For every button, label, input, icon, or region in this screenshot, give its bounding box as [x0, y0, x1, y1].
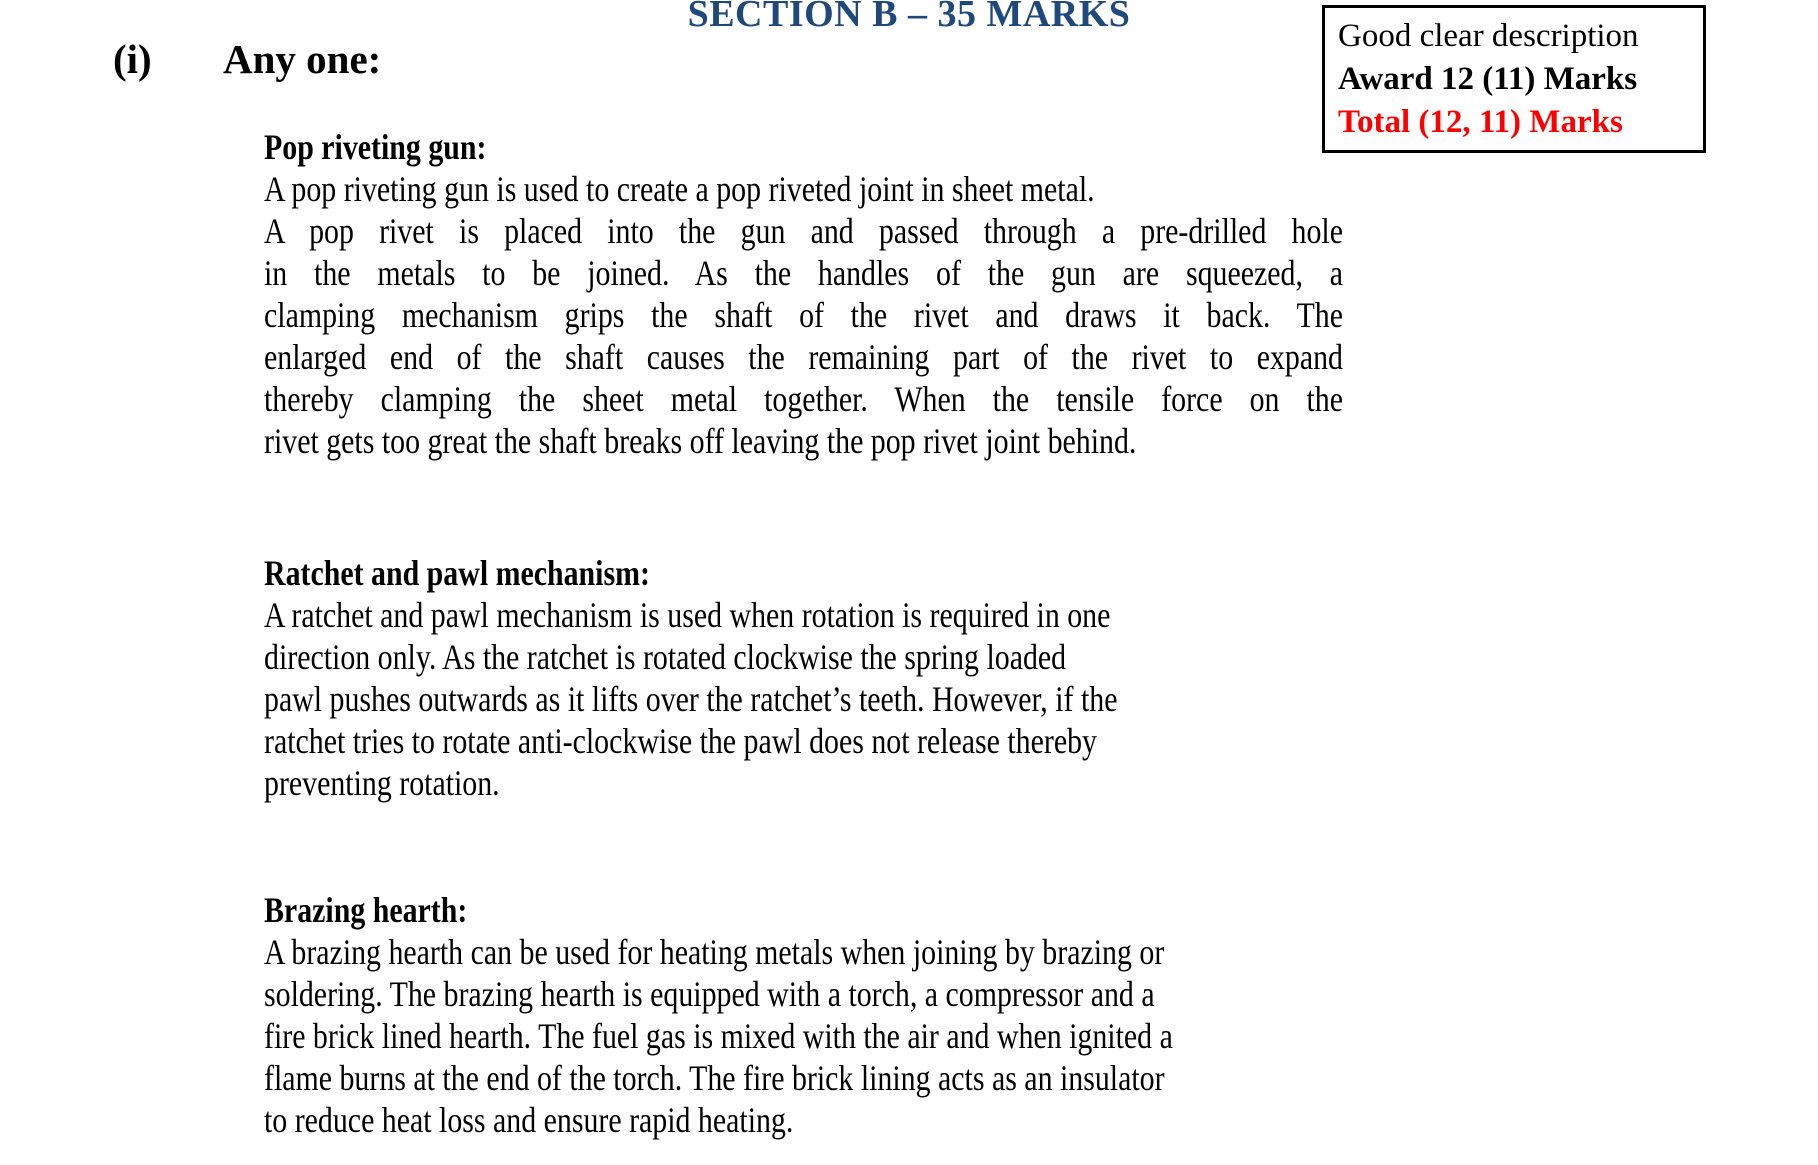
section-ratchet-and-pawl [264, 552, 1343, 804]
text-line: flame burns at the end of the torch. The fire brick lining acts as an insulator [264, 1058, 1165, 1098]
text-line: A brazing hearth can be used for heating metals when joining by brazing or [264, 932, 1165, 972]
marks-box-award: Award 12 (11) Marks [1338, 61, 1638, 97]
text-line: enlarged end of the shaft causes the remaining part of the rivet to expand [264, 337, 1343, 377]
section-pop-riveting-gun [264, 126, 1343, 462]
question-instruction: Any one: [223, 36, 382, 82]
marks-box-total: Total (12, 11) Marks [1338, 104, 1623, 140]
ratchet-and-pawl-heading: Ratchet and pawl mechanism: [264, 553, 650, 593]
section-title: SECTION B – 35 MARKS [687, 0, 1131, 35]
text-line: ratchet tries to rotate anti-clockwise the pawl does not release thereby [264, 721, 1097, 761]
text-line: A pop rivet is placed into the gun and passed through a pre-drilled hole [264, 211, 1343, 251]
text-line: clamping mechanism grips the shaft of the rivet and draws it back. The [264, 295, 1343, 335]
text-line: to reduce heat loss and ensure rapid heating. [264, 1100, 794, 1140]
text-line: in the metals to be joined. As the handles of the gun are squeezed, a [264, 253, 1343, 293]
text-line: fire brick lined hearth. The fuel gas is mixed with the air and when ignited a [264, 1016, 1173, 1056]
text-line: direction only. As the ratchet is rotated clockwise the spring loaded [264, 637, 1067, 677]
text-line: rivet gets too great the shaft breaks off leaving the pop rivet joint behind. [264, 421, 1137, 461]
pop-riveting-gun-heading: Pop riveting gun: [264, 127, 487, 167]
text-line: preventing rotation. [264, 763, 500, 803]
question-label [113, 36, 381, 82]
brazing-hearth-heading: Brazing hearth: [264, 890, 468, 930]
text-line: A pop riveting gun is used to create a pop riveted joint in sheet metal. [264, 169, 1095, 209]
brazing-hearth-body [264, 931, 1343, 1141]
section-brazing-hearth [264, 889, 1343, 1141]
marks-annotation-box [1322, 5, 1706, 153]
text-line: pawl pushes outwards as it lifts over the ratchet’s teeth. However, if the [264, 679, 1118, 719]
text-line: A ratchet and pawl mechanism is used when rotation is required in one [264, 595, 1111, 635]
text-line: soldering. The brazing hearth is equipped with a torch, a compressor and a [264, 974, 1155, 1014]
marks-box-description: Good clear description [1338, 18, 1639, 54]
ratchet-and-pawl-body [264, 594, 1343, 804]
question-number: (i) [113, 36, 152, 82]
text-line: thereby clamping the sheet metal together. When the tensile force on the [264, 379, 1343, 419]
pop-riveting-gun-body [264, 168, 1343, 462]
